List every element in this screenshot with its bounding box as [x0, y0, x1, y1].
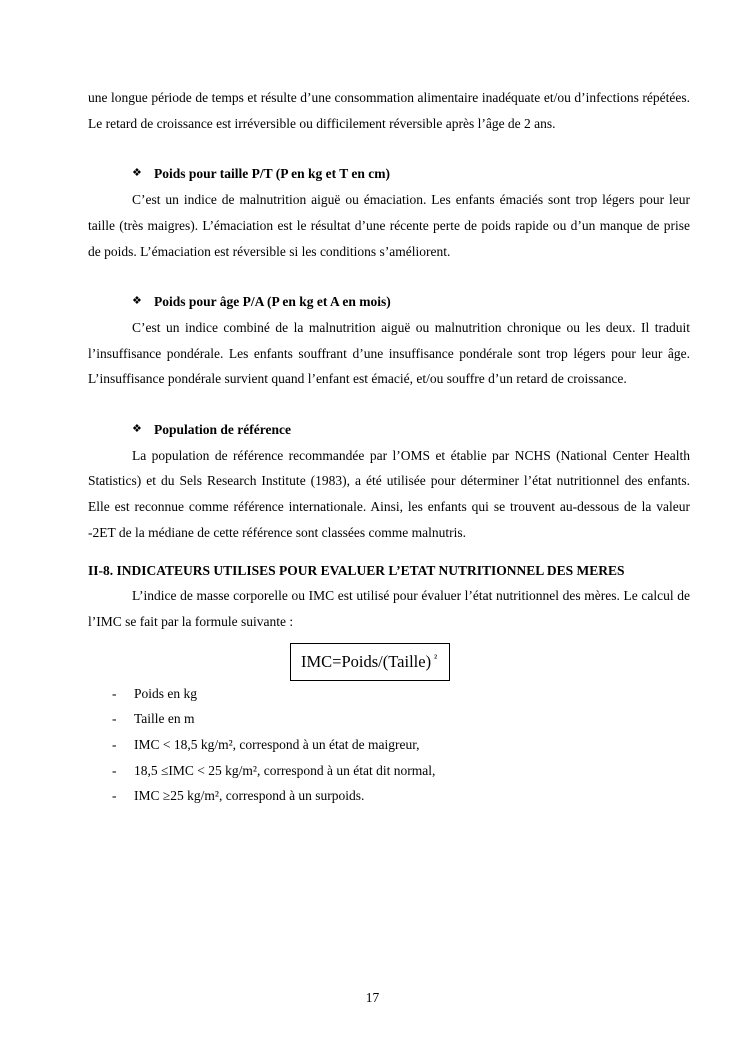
- dash-bullet: -: [112, 711, 117, 727]
- diamond-bullet-icon: ❖: [132, 423, 142, 436]
- bmi-formula: IMC=Poids/(Taille): [301, 651, 432, 671]
- list-item-text: Taille en m: [134, 711, 195, 727]
- formula-exponent: ²: [434, 652, 438, 664]
- section-body: L’indice de masse corporelle ou IMC est utilisé pour évaluer l’état nutritionnel des mères. Le calcul de l’IMC se fait par la formule suivante :: [88, 588, 690, 629]
- list-item-text: IMC ≥25 kg/m², correspond à un surpoids.: [134, 788, 365, 804]
- bullet-heading-reference-population: [132, 417, 690, 443]
- bullet-heading-text: Poids pour âge P/A (P en kg et A en mois): [154, 294, 391, 310]
- formula-container: [290, 643, 690, 681]
- bullet-heading-weight-for-height: [132, 161, 690, 187]
- bmi-formula-box: [290, 643, 450, 681]
- list-item: [88, 783, 690, 809]
- bullet-body-reference-population: La population de référence recommandée par l’OMS et établie par NCHS (National Center Health Statistics) et du Sels Research Institute (1983), a été utilisée pour déterminer l’état nutritionnel des enfants. Elle est reconnue comme référence internationale. Ainsi, les enfants qui se trouvent au-dessous de la valeur -2ET de la médiane de cette référence sont classées comme malnutris.: [88, 447, 690, 540]
- list-item: [88, 706, 690, 732]
- bmi-criteria-list: [88, 681, 690, 810]
- dash-bullet: -: [112, 685, 117, 701]
- list-item: [88, 758, 690, 784]
- dash-bullet: -: [112, 788, 117, 804]
- dash-bullet: -: [112, 737, 117, 753]
- intro-paragraph: une longue période de temps et résulte d’une consommation alimentaire inadéquate et/ou d’infections répétées. Le retard de croissance est irréversible ou difficilement réversible après l’âge de 2 ans.: [88, 90, 690, 131]
- dash-bullet: -: [112, 762, 117, 778]
- bullet-body-weight-for-age: C’est un indice combiné de la malnutrition aiguë ou malnutrition chronique ou les deux. Il traduit l’insuffisance pondérale. Les enfants souffrant d’une insuffisance pondérale sont trop légers pour leur âge. L’insuffisance pondérale survient quand l’enfant est émacié, et/ou souffre d’un retard de croissance.: [88, 319, 690, 387]
- section-heading: II-8. INDICATEURS UTILISES POUR EVALUER L’ETAT NUTRITIONNEL DES MERES: [88, 562, 625, 578]
- bullet-body-weight-for-height: C’est un indice de malnutrition aiguë ou émaciation. Les enfants émaciés sont trop légers pour leur taille (très maigres). L’émaciation est le résultat d’une récente perte de poids rapide ou d’un manque de prise de poids. L’émaciation est réversible si les conditions s’améliorent.: [88, 192, 690, 259]
- bullet-heading-text: Population de référence: [154, 422, 291, 438]
- page-number: 17: [365, 990, 380, 1005]
- list-item: [88, 732, 690, 758]
- bullet-heading-text: Poids pour taille P/T (P en kg et T en cm): [154, 166, 391, 182]
- diamond-bullet-icon: ❖: [132, 167, 142, 180]
- diamond-bullet-icon: ❖: [132, 295, 142, 308]
- bullet-heading-weight-for-age: [132, 289, 690, 315]
- list-item-text: IMC < 18,5 kg/m², correspond à un état de maigreur,: [134, 737, 420, 753]
- list-item-text: Poids en kg: [134, 685, 198, 701]
- page-content: [88, 85, 690, 809]
- list-item: [88, 681, 690, 707]
- list-item-text: 18,5 ≤IMC < 25 kg/m², correspond à un état dit normal,: [134, 762, 436, 778]
